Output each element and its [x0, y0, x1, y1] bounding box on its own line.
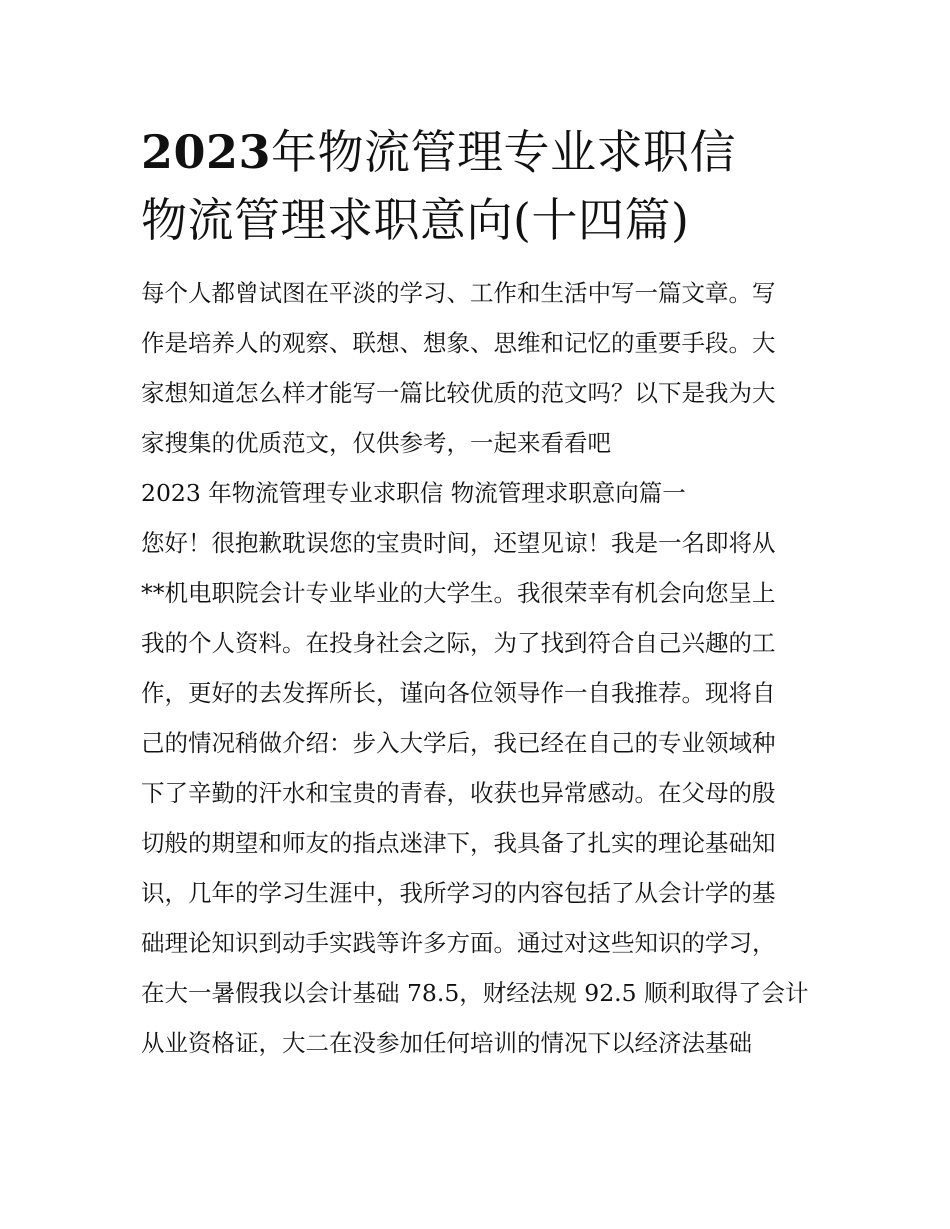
title-text-2: 物流管理求职意向(十四篇) — [141, 193, 690, 247]
section-heading: 2023 年物流管理专业求职信 物流管理求职意向篇一 — [141, 479, 686, 507]
document-page — [141, 118, 811, 1068]
intro-paragraph — [141, 268, 811, 468]
title-year: 2023 — [141, 125, 272, 179]
body-line: 您好！很抱歉耽误您的宝贵时间，还望见谅！我是一名即将从 — [141, 529, 776, 557]
body-line: 我的个人资料。在投身社会之际，为了找到符合自己兴趣的工 — [141, 629, 776, 657]
body-line: 切般的期望和师友的指点迷津下，我具备了扎实的理论基础知 — [141, 829, 776, 857]
document-title-line-2 — [141, 186, 811, 254]
body-line: 下了辛勤的汗水和宝贵的青春，收获也异常感动。在父母的殷 — [141, 779, 776, 807]
intro-line: 家想知道怎么样才能写一篇比较优质的范文吗？以下是我为大 — [141, 379, 776, 407]
body-line: **机电职院会计专业毕业的大学生。我很荣幸有机会向您呈上 — [141, 579, 776, 607]
intro-line: 每个人都曾试图在平淡的学习、工作和生活中写一篇文章。写 — [141, 279, 776, 307]
body-line: 础理论知识到动手实践等许多方面。通过对这些知识的学习， — [141, 929, 776, 957]
intro-line: 作是培养人的观察、联想、想象、思维和记忆的重要手段。大 — [141, 329, 776, 357]
body-line: 作，更好的去发挥所长，谨向各位领导作一自我推荐。现将自 — [141, 679, 776, 707]
body-paragraph — [141, 518, 811, 1068]
body-line: 己的情况稍做介绍：步入大学后，我已经在自己的专业领域种 — [141, 729, 776, 757]
body-line: 从业资格证，大二在没参加任何培训的情况下以经济法基础 — [141, 1029, 752, 1057]
document-title-line-1 — [141, 118, 811, 186]
title-text-1: 年物流管理专业求职信 — [271, 125, 737, 179]
body-line: 识，几年的学习生涯中，我所学习的内容包括了从会计学的基 — [141, 879, 776, 907]
body-line: 在大一暑假我以会计基础 78.5，财经法规 92.5 顺利取得了会计 — [141, 979, 809, 1007]
intro-line: 家搜集的优质范文，仅供参考，一起来看看吧 — [141, 429, 611, 457]
